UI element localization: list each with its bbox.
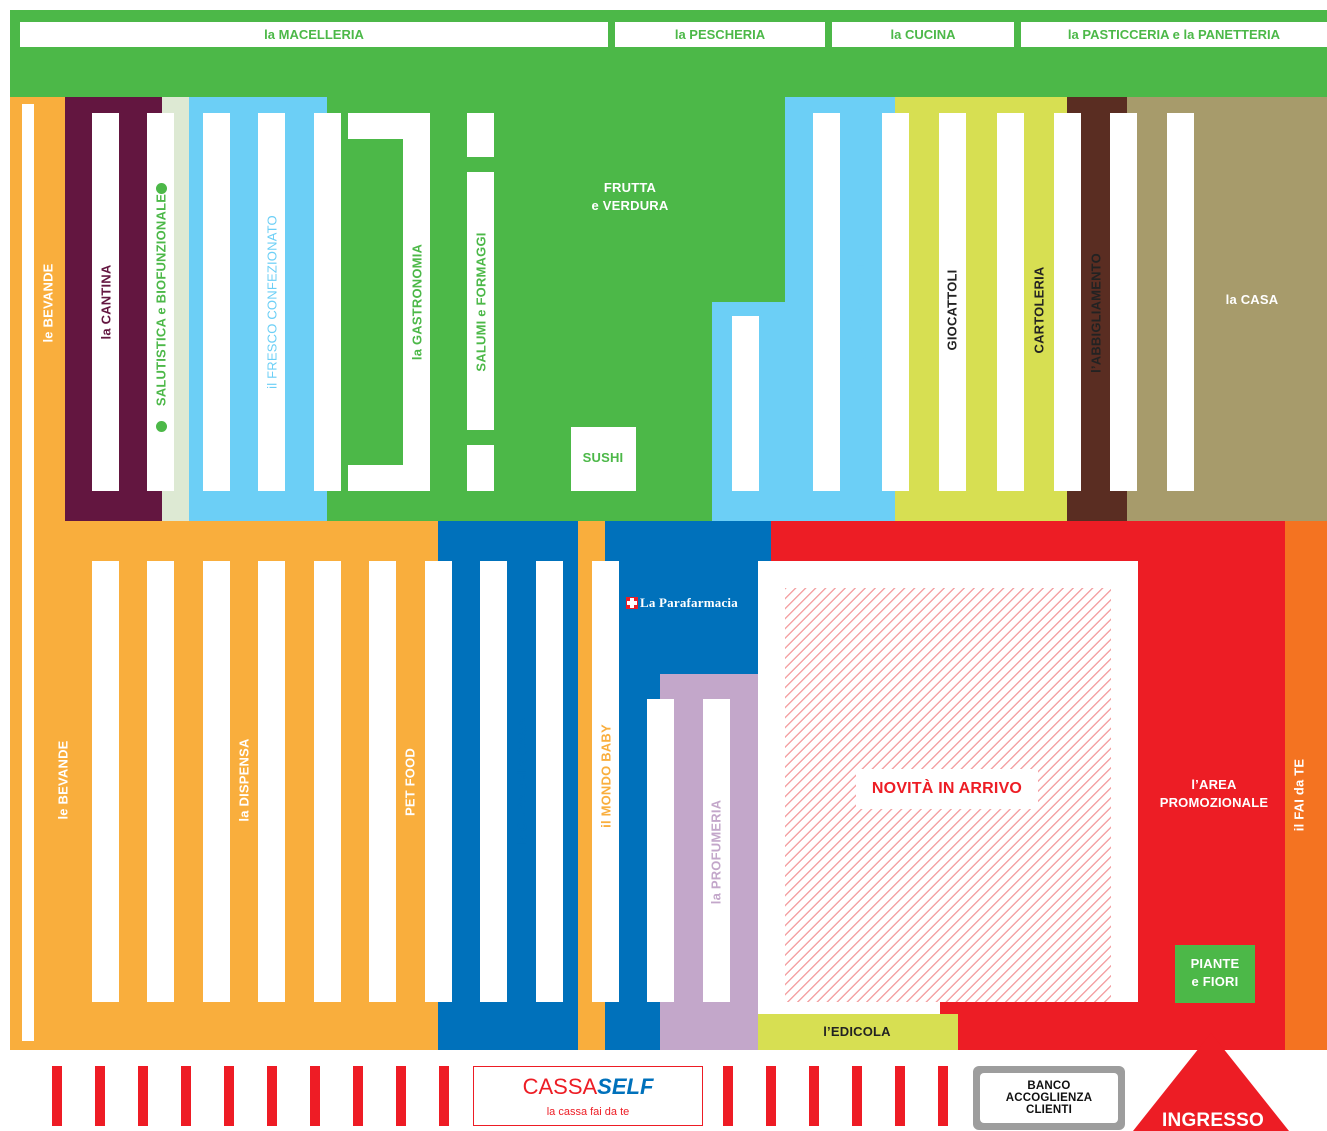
banco-accoglienza-label [1006, 1080, 1093, 1116]
counter-cucina-label: la CUCINA [890, 27, 956, 42]
shelf [314, 113, 341, 491]
shelf [425, 561, 452, 1002]
shelf [732, 316, 759, 491]
leaf-icon [156, 421, 167, 432]
pharmacy-cross-icon [626, 597, 638, 609]
shelf [1110, 113, 1137, 491]
zone-casa[interactable] [1127, 97, 1327, 521]
label-salumi-formaggi: SALUMI e FORMAGGI [473, 232, 489, 372]
shelf [997, 113, 1024, 491]
label-frutta-verdura [592, 179, 669, 215]
checkout-lane [723, 1066, 733, 1126]
checkout-lane [267, 1066, 277, 1126]
label-area-line2: PROMOZIONALE [1159, 795, 1269, 810]
label-dispensa: la DISPENSA [236, 738, 252, 822]
shelf [647, 699, 674, 1002]
label-cura-casa: la CURA della CASA [514, 717, 530, 847]
label-piante-line2: e FIORI [1191, 974, 1239, 989]
shelf [1167, 113, 1194, 491]
label-novita: NOVITÀ IN ARRIVO [871, 780, 1023, 797]
label-cartoleria: CARTOLERIA [1031, 266, 1047, 354]
label-abbigliamento: l’ABBIGLIAMENTO [1088, 253, 1104, 373]
label-fai-da-te: il FAI da TE [1291, 758, 1307, 832]
label-frutta-line1: FRUTTA [603, 180, 657, 195]
shelf [480, 561, 507, 1002]
checkout-lane [52, 1066, 62, 1126]
shelf [203, 113, 230, 491]
label-frutta-line2: e VERDURA [591, 198, 669, 213]
banco-line3: CLIENTI [1025, 1104, 1073, 1116]
label-piante-fiori [1191, 955, 1240, 991]
label-edicola: l’EDICOLA [823, 1024, 891, 1039]
label-mondo-baby: il MONDO BABY [598, 724, 614, 828]
shelf [203, 561, 230, 1002]
shelf [147, 561, 174, 1002]
checkout-lane [181, 1066, 191, 1126]
leaf-icon [156, 183, 167, 194]
label-surgelati: i SURGELATI [852, 256, 868, 340]
checkout-lane [852, 1066, 862, 1126]
cassa-self-title [474, 1075, 702, 1099]
checkout-lane [353, 1066, 363, 1126]
counter-cucina[interactable] [832, 22, 1014, 47]
ingresso-label: INGRESSO [1162, 1110, 1264, 1131]
checkout-lane [895, 1066, 905, 1126]
shelf [22, 104, 34, 1041]
checkout-lane [766, 1066, 776, 1126]
checkout-lane [938, 1066, 948, 1126]
counter-pasticceria-label: la PASTICCERIA e la PANETTERIA [1067, 27, 1281, 42]
label-giocattoli: GIOCATTOLI [944, 269, 960, 351]
counter-macelleria-label: la MACELLERIA [264, 27, 364, 42]
checkout-lane [396, 1066, 406, 1126]
label-casa: la CASA [1225, 292, 1279, 307]
checkout-lane [439, 1066, 449, 1126]
label-bevande-top: le BEVANDE [40, 263, 56, 343]
label-area-promozionale [1160, 776, 1269, 812]
cassa-self-box[interactable] [473, 1066, 703, 1126]
cassa-word: CASSA [522, 1074, 598, 1099]
checkout-lane [224, 1066, 234, 1126]
shelf [882, 113, 909, 491]
banco-line1: BANCO [1027, 1080, 1071, 1092]
shelf [258, 561, 285, 1002]
counter-pescheria[interactable] [615, 22, 825, 47]
novita-bottom-rail [758, 1002, 940, 1014]
shelf [369, 561, 396, 1002]
shelf [467, 445, 494, 491]
zone-bevande-orange [10, 97, 65, 1050]
label-gastronomia: la GASTRONOMIA [409, 243, 425, 361]
label-sushi: SUSHI [582, 450, 624, 465]
counter-pescheria-label: la PESCHERIA [674, 27, 766, 42]
shelf [467, 113, 494, 157]
label-parafarmacia: La Parafarmacia [640, 595, 738, 610]
label-fresco-confezionato: il FRESCO CONFEZIONATO [264, 215, 280, 389]
zone-surgelati[interactable] [785, 97, 895, 521]
shelf [536, 561, 563, 1002]
shelf [1054, 113, 1081, 491]
shelf [813, 113, 840, 491]
counter-pasticceria[interactable] [1021, 22, 1327, 47]
label-cantina: la CANTINA [98, 264, 114, 340]
label-bevande-bottom: le BEVANDE [55, 740, 71, 820]
checkout-lane [95, 1066, 105, 1126]
snowflake-icon: ✻ [853, 347, 867, 364]
shelf [314, 561, 341, 1002]
label-salutistica: SALUTISTICA e BIOFUNZIONALE [153, 193, 169, 407]
self-word: SELF [597, 1074, 654, 1099]
label-pet-food: PET FOOD [402, 747, 418, 817]
banco-line2: ACCOGLIENZA [1005, 1092, 1093, 1104]
label-profumeria: la PROFUMERIA [708, 799, 724, 905]
shelf [92, 561, 119, 1002]
label-piante-line1: PIANTE [1190, 956, 1240, 971]
cassa-self-tagline: la cassa fai da te [546, 1106, 630, 1118]
counter-macelleria[interactable] [20, 22, 608, 47]
checkout-lane [310, 1066, 320, 1126]
checkout-lane [138, 1066, 148, 1126]
label-area-line1: l’AREA [1191, 777, 1237, 792]
checkout-lane [809, 1066, 819, 1126]
gastronomia-counter [348, 465, 430, 491]
